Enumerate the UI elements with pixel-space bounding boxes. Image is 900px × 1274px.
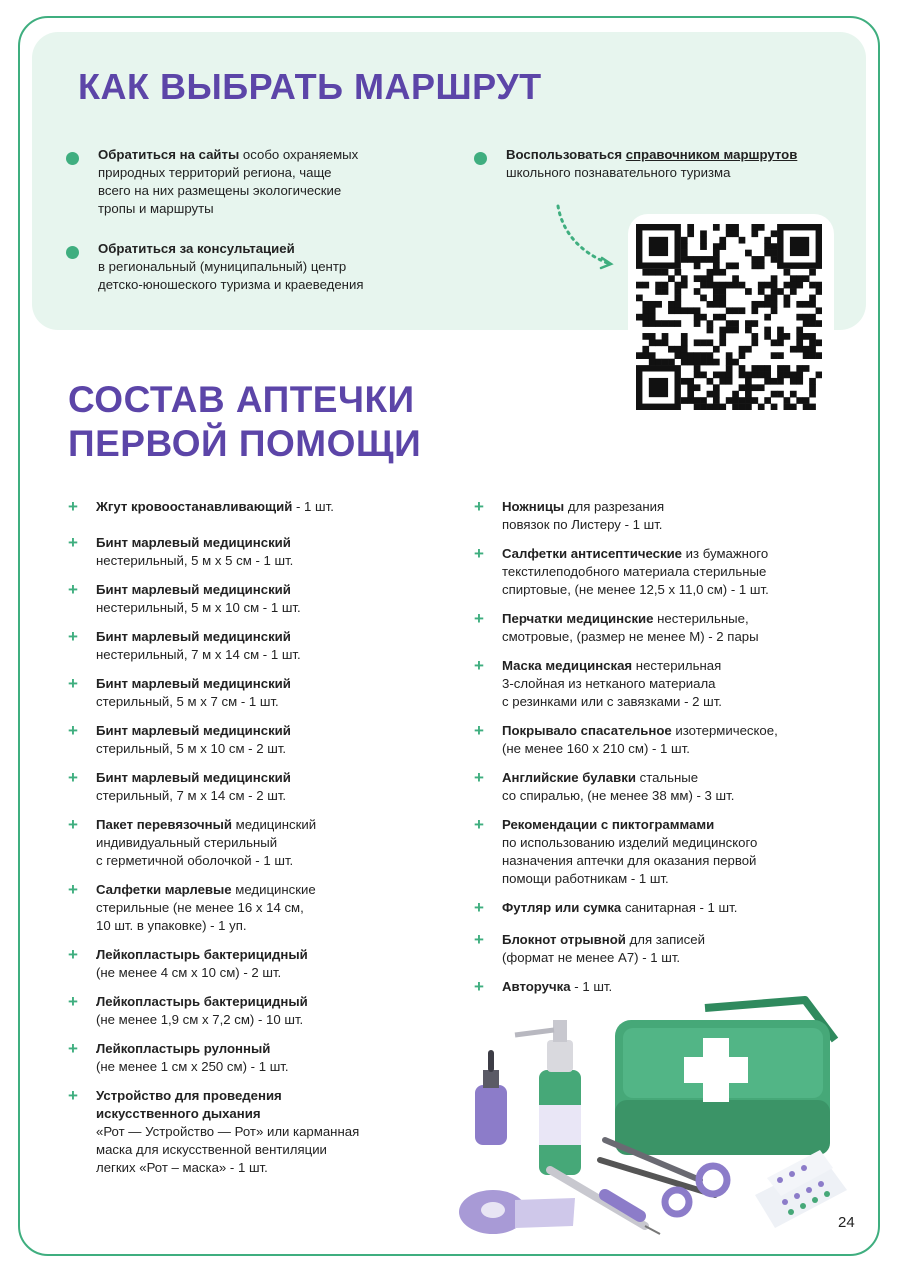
first-aid-box-icon [615,1000,835,1155]
tape-roll-icon [459,1190,575,1234]
list-item: + Салфетки антисептические из бумажного текстилеподобного материала стерильные спиртовые, (не менее 12,5 х 11,0 см) - 1 шт. [474,544,769,597]
list-item: + Ножницы для разрезания повязок по Листеру - 1 шт. [474,497,665,532]
route-title: КАК ВЫБРАТЬ МАРШРУТ [78,66,542,107]
list-item: + Покрывало спасательное изотермическое, (не менее 160 х 210 см) - 1 шт. [474,721,778,756]
list-item: + Бинт марлевый медицинский нестерильный, 5 м х 5 см - 1 шт. [68,533,294,568]
list-item: + Бинт марлевый медицинский нестерильный, 5 м х 10 см - 1 шт. [68,580,301,615]
list-item: + Английские булавки стальные со спиралью, (не менее 38 мм) - 3 шт. [474,768,735,803]
list-item: + Перчатки медицинские нестерильные, смотровые, (размер не менее М) - 2 пары [474,609,759,644]
list-item: + Пакет перевязочный медицинский индивидуальный стерильный с герметичной оболочкой - 1 шт. [68,815,317,868]
kit-list-right [474,498,854,996]
list-item: + Бинт марлевый медицинский нестерильный, 7 м х 14 см - 1 шт. [68,627,301,662]
route-item-sites: Обратиться на сайты особо охраняемых природных территорий региона, чаще всего на них размещены экологические тропы и маршруты [98,147,359,216]
list-item: + Бинт марлевый медицинский стерильный, 7 м х 14 см - 2 шт. [68,768,291,803]
qr-code-icon [636,224,822,410]
list-item: + Бинт марлевый медицинский стерильный, 5 м х 10 см - 2 шт. [68,721,291,756]
list-item: + Устройство для проведения искусственного дыхания «Рот — Устройство — Рот» или карманная маска для искусственной вентиляции легких «Рот – маска» - 1 шт. [68,1086,360,1175]
list-item: + Лейкопластырь рулонный (не менее 1 см х 250 см) - 1 шт. [68,1039,289,1074]
bullet-dot [474,152,487,165]
page-number: 24 [838,1214,855,1231]
list-item: + Лейкопластырь бактерицидный (не менее 1,9 см х 7,2 см) - 10 шт. [68,992,308,1027]
spray-bottle-icon [515,1020,581,1175]
bullet-dot [66,246,79,259]
list-item: + Футляр или сумка санитарная - 1 шт. [474,898,738,917]
first-aid-illustration [455,990,855,1240]
list-item: + Лейкопластырь бактерицидный (не менее 4 см х 10 см) - 2 шт. [68,945,308,980]
list-item: + Авторучка - 1 шт. [474,977,613,996]
dropper-bottle-icon [475,1050,507,1145]
route-item-guide: Воспользоваться справочником маршрутов школьного познавательного туризма [506,147,798,180]
dotted-arrow-icon [550,200,620,270]
list-item: + Маска медицинская нестерильная 3-слойная из нетканого материала с резинками или с завязками - 2 шт. [474,656,722,709]
kit-title: СОСТАВ АПТЕЧКИ ПЕРВОЙ ПОМОЩИ [68,379,422,464]
qr-code[interactable] [628,214,834,418]
list-item: + Рекомендации с пиктограммами по использованию изделий медицинского назначения аптечки для оказания первой помощи работникам - 1 шт. [474,815,758,886]
list-item: + Салфетки марлевые медицинские стерильные (не менее 16 х 14 см, 10 шт. в упаковке) - 1 уп. [68,880,316,933]
list-item: + Жгут кровоостанавливающий - 1 шт. [68,497,334,516]
list-item: + Блокнот отрывной для записей (формат не менее А7) - 1 шт. [474,930,705,965]
pills-icon [755,1150,847,1228]
bullet-dot [66,152,79,165]
guide-link[interactable]: справочником маршрутов [625,147,798,162]
list-item: + Бинт марлевый медицинский стерильный, 5 м х 7 см - 1 шт. [68,674,291,709]
kit-list-left [68,498,428,1177]
route-item-consult: Обратиться за консультацией в региональный (муниципальный) центр детско-юношеского туризма и краеведения [98,241,364,292]
